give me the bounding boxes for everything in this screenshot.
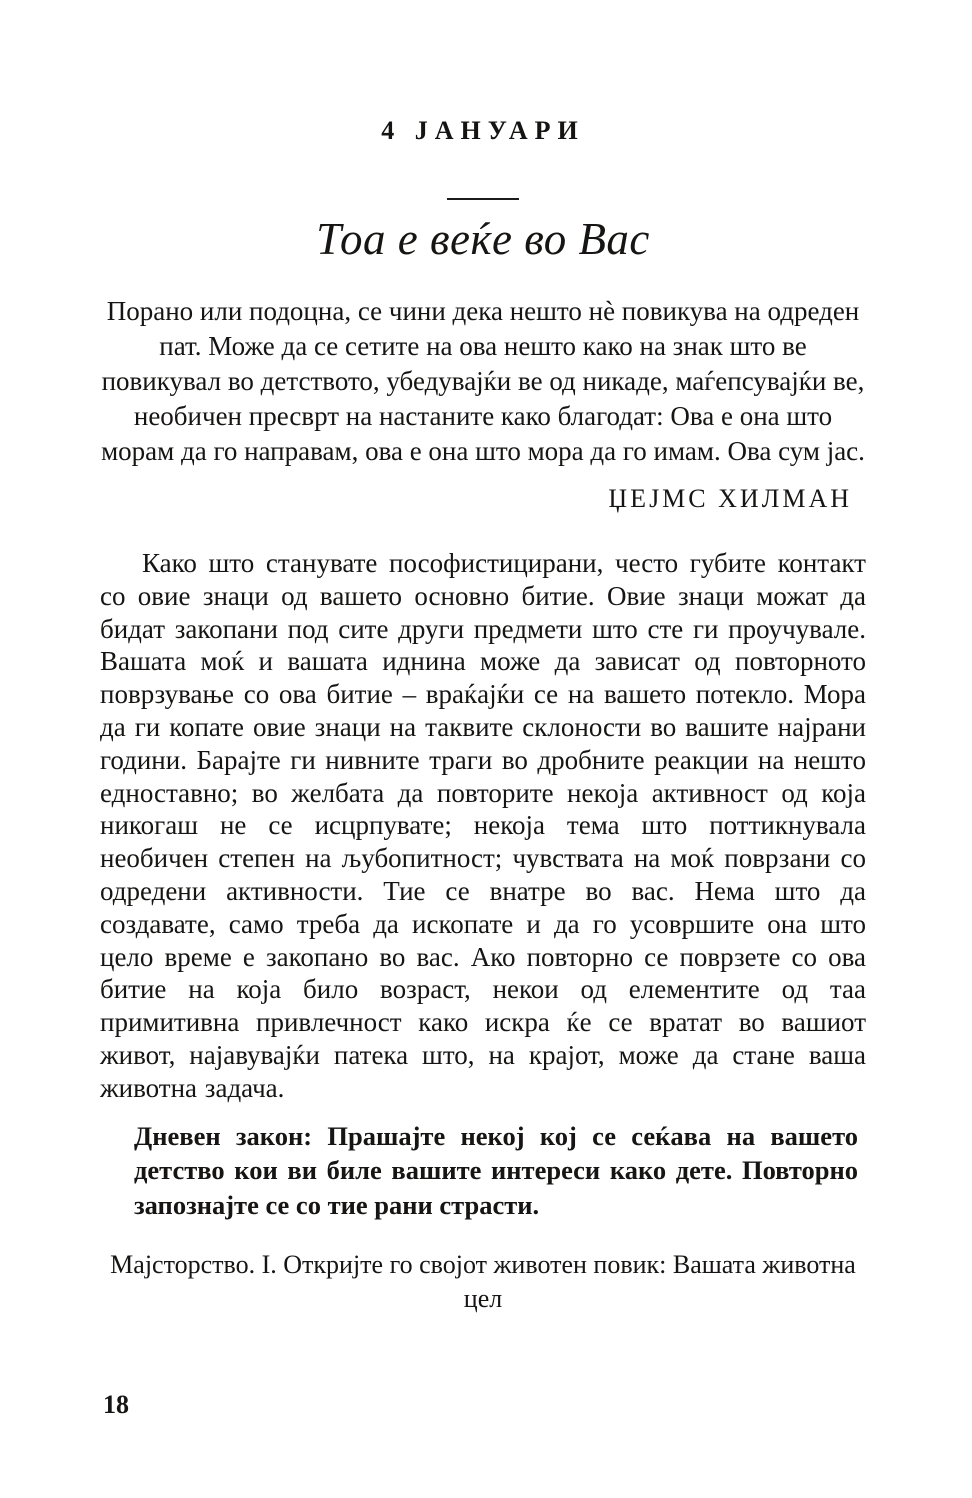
epigraph: Порано или подоцна, се чини дека нешто нѐ повикува на одреден пат. Може да се сетите на ова нешто како на знак што ве повикувал во детството, убедувајќи ве од никаде, маѓепсувајќи ве, необичен пресврт на настаните како благодат: Ова е она што морам да го направам, ова е она што мора да го имам. Ова сум јас.: [101, 296, 865, 466]
body-paragraph: Како што станувате пософистицирани, често губите контакт со овие знаци од вашето основно битие. Овие знаци можат да бидат закопани под сите други предмети што сте ги проучувале. Вашата моќ и вашата иднина може да зависат од повторното поврзување со ова битие – враќајќи се на вашето потекло. Мора да ги копате овие знаци на таквите склоности во вашите најрани години. Барајте ги нивните траги во дробните реакции на нешто едноставно; во желбата да повторите некоја активност од која никогаш не се исцрпувате; некоја тема што поттикнувала необичен степен на љубопитност; чувствата на моќ поврзани со одредени активности. Тие се внатре во вас. Нема што да создавате, само треба да ископате и да го усовршите она што цело време е закопано во вас. Ако повторно се поврзете со ова битие на која било возраст, некои од елементите од таа примитивна привлечност како искра ќе се вратат во вашиот живот, најавувајќи патека што, на крајот, може да стане ваша животна задача.: [100, 548, 866, 1103]
chapter-title: Тоа е веќе во Вас: [316, 214, 650, 264]
source-reference: Мајсторство. I. Откријте го својот животен повик: Вашата животна цел: [110, 1250, 856, 1314]
page-number: 18: [103, 1390, 129, 1419]
date-heading: 4 ЈАНУАРИ: [381, 116, 585, 145]
daily-law-paragraph: Дневен закон: Прашајте некој кој се сеќава на вашето детство кои ви биле вашите интереси како дете. Повторно запознајте се со тие рани страсти.: [134, 1120, 858, 1220]
epigraph-attribution: ЏЕЈМС ХИЛМАН: [608, 484, 852, 513]
section-divider: [447, 198, 519, 200]
